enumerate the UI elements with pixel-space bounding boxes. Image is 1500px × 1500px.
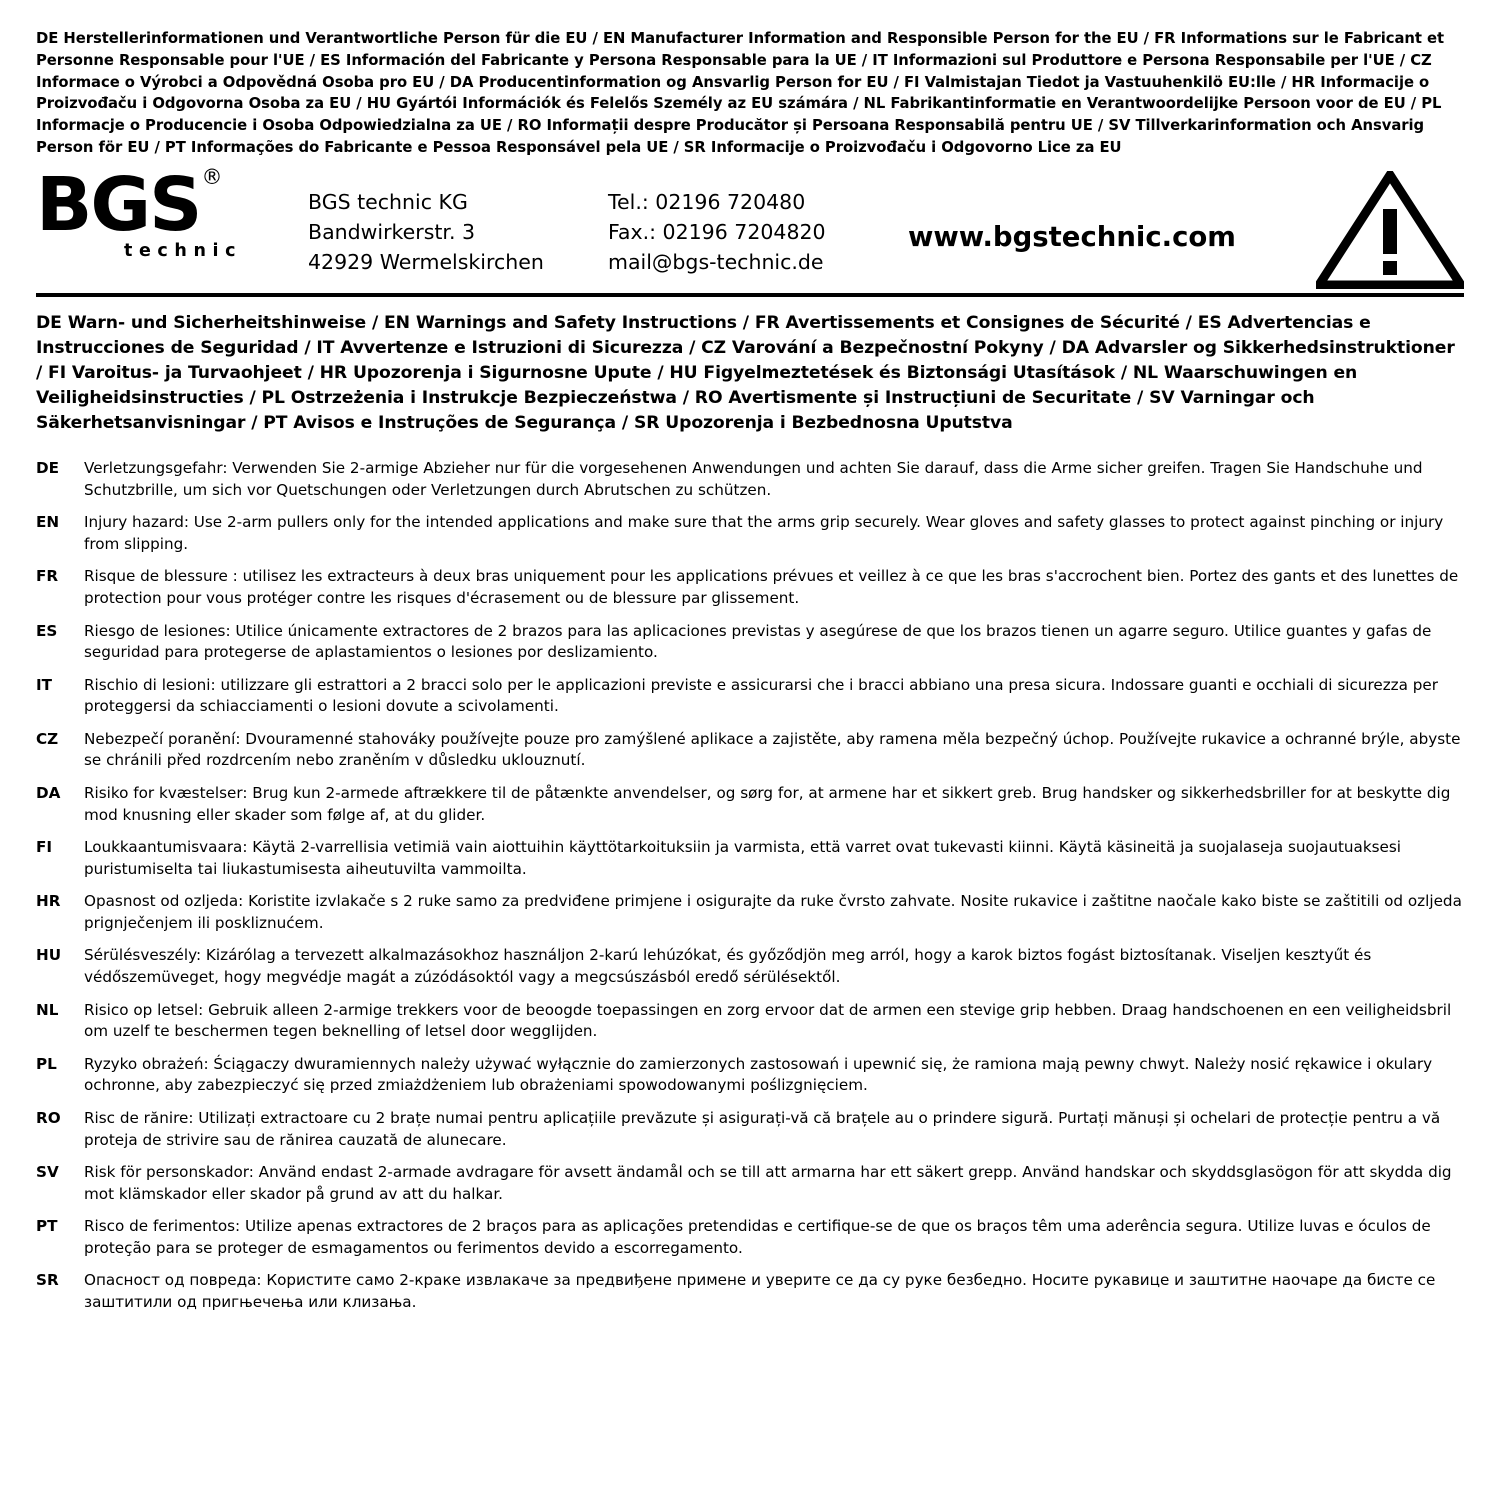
warning-text: Ryzyko obrażeń: Ściągaczy dwuramiennych należy używać wyłącznie do zamierzonych zastosowań i upewnić się, że ramiona mają pewny chwyt. Należy nosić rękawice i okulary ochronne, aby zabezpieczyć się przed zmiażdżeniem lub obrażeniami spowodowanymi poślizgnięciem. bbox=[84, 1054, 1433, 1095]
warning-text: Rischio di lesioni: utilizzare gli estrattori a 2 bracci solo per le applicazioni previste e assicurarsi che i bracci abbiano una presa sicura. Indossare guanti e occhiali di sicurezza per proteggersi da schiacciamenti o lesioni dovute a scivolamenti. bbox=[84, 675, 1439, 716]
list-item bbox=[36, 891, 1464, 934]
language-code: HR bbox=[36, 892, 61, 911]
list-item bbox=[36, 783, 1464, 826]
warning-text: Nebezpečí poranění: Dvouramenné stahováky používejte pouze pro zamýšlené aplikace a zajistěte, aby ramena měla bezpečný úchop. Používejte rukavice a ochranné brýle, abyste se chránili před rozdrcením nebo zraněním v důsledku uklouznutí. bbox=[84, 729, 1461, 770]
list-item bbox=[36, 1162, 1464, 1205]
warning-text: Risk för personskador: Använd endast 2-armade avdragare för avsett ändamål och se till att armarna har ett säkert grepp. Använd handskar och skyddsglasögon för att skydda dig mot klämskador eller skador på grund av att du halkar. bbox=[84, 1163, 1452, 1203]
company-contact bbox=[608, 169, 898, 278]
company-city: 42929 Wermelskirchen bbox=[308, 250, 544, 275]
warning-text: Riesgo de lesiones: Utilice únicamente extractores de 2 brazos para las aplicaciones previstas y asegúrese de que los brazos tienen un agarre seguro. Utilice guantes y gafas de seguridad para protegerse de aplastamientos o lesiones por deslizamiento. bbox=[84, 621, 1432, 662]
warning-text: Risico op letsel: Gebruik alleen 2-armige trekkers voor de beoogde toepassingen en zorg ervoor dat de armen een stevige grip hebben. Draag handschoenen en een veiligheidsbril om uzelf te beschermen tegen beknelling of letsel door weggIijden. bbox=[84, 1000, 1452, 1041]
language-code: RO bbox=[36, 1108, 61, 1127]
warnings-list bbox=[36, 458, 1464, 1314]
language-code: SV bbox=[36, 1163, 59, 1182]
manufacturer-information-header: DE Herstellerinformationen und Verantwortliche Person für die EU / EN Manufacturer Information and Responsible Person for the EU / FR Informations sur le Fabricant et Personne Responsable pour l'UE / ES Información del Fabricante y Persona Responsable para la UE / IT Informazioni sul Produttore e Persona Responsabile per l'UE / CZ Informace o Výrobci a Odpovědná Osoba pro EU / DA Producentinformation og Ansvarlig Person for EU / FI Valmistajan Tiedot ja Vastuuhenkilö EU:lle / HR Informacije o Proizvođaču i Odgovorna Osoba za EU / HU Gyártói Információk és Felelős Személy az EU számára / NL Fabrikantinformatie en Verantwoordelijke Persoon voor de EU / PL Informacje o Producencie i Osoba Odpowiedzialna za UE / RO Informații despre Producător și Persoana Responsabilă pentru UE / SV Tillverkarinformation och Ansvarig Person för EU / PT Informações do Fabricante e Pessoa Responsável pela UE / SR Informacije o Proizvođaču i Odgovorno Lice za EU bbox=[36, 30, 1445, 156]
list-item bbox=[36, 621, 1464, 664]
warning-text: Injury hazard: Use 2-arm pullers only for the intended applications and make sure that the arms grip securely. Wear gloves and safety glasses to protect against pinching or injury from slipping. bbox=[84, 513, 1444, 553]
safety-instructions-title: DE Warn- und Sicherheitshinweise / EN Warnings and Safety Instructions / FR Avertissements et Consignes de Sécurité / ES Advertencias e Instrucciones de Seguridad / IT Avvertenze e Istruzioni di Sicurezza / CZ Varování a Bezpečnostní Pokyny / DA Advarsler og Sikkerhedsinstruktioner / FI Varoitus- ja Turvaohjeet / HR Upozorenja i Sigurnosne Upute / HU Figyelmeztetések és Biztonsági Utasítások / NL Waarschuwingen en Veiligheidsinstructies / PL Ostrzeżenia i Instrukcje Bezpieczeństwa / RO Avertismente și Instrucțiuni de Securitate / SV Varningar och Säkerhetsanvisningar / PT Avisos e Instruções de Segurança / SR Upozorenja i Bezbednosna Uputstva bbox=[36, 312, 1455, 433]
company-fax: Fax.: 02196 7204820 bbox=[608, 219, 826, 244]
warning-text: Risc de rănire: Utilizați extractoare cu 2 brațe numai pentru aplicațiile prevăzute și asigurați-vă că brațele au o prindere sigură. Purtați mănuși și ochelari de protecție pentru a vă proteja de strivire sau de rănirea cauzată de alunecare. bbox=[84, 1108, 1441, 1149]
logo-subtext: technic bbox=[124, 240, 243, 261]
warning-text: Risco de ferimentos: Utilize apenas extractores de 2 braços para as aplicações pretendidas e certifique-se de que os braços têm uma aderência segura. Utilize luvas e óculos de proteção para se proteger de esmagamentos ou ferimentos devido a escorregamento. bbox=[84, 1217, 1431, 1257]
list-item bbox=[36, 512, 1464, 555]
list-item bbox=[36, 675, 1464, 718]
horizontal-divider bbox=[36, 293, 1464, 297]
language-code: SR bbox=[36, 1271, 59, 1290]
list-item bbox=[36, 729, 1464, 772]
language-code: IT bbox=[36, 675, 53, 694]
list-item bbox=[36, 1216, 1464, 1259]
company-street: Bandwirkerstr. 3 bbox=[308, 219, 476, 244]
registered-trademark-icon: ® bbox=[201, 164, 221, 189]
language-code: FI bbox=[36, 838, 53, 857]
warning-text: Risque de blessure : utilisez les extracteurs à deux bras uniquement pour les applications prévues et veillez à ce que les bras s'accrochent bien. Portez des gants et des lunettes de protection pour vous protéger contre les risques d'écrasement ou de blessure par glissement. bbox=[84, 567, 1459, 607]
list-item bbox=[36, 1270, 1464, 1313]
warning-text: Sérülésveszély: Kizárólag a tervezett alkalmazásokhoz használjon 2-karú lehúzókat, és győződjön meg arról, hogy a karok biztos fogást biztosítanak. Viseljen kesztyűt és védőszemüveget, hogy megvédje magát a zúzódásoktól vagy a megcsúszásból eredő sérülésektől. bbox=[84, 946, 1372, 987]
list-item bbox=[36, 837, 1464, 880]
company-tel: Tel.: 02196 720480 bbox=[608, 189, 806, 214]
language-code: DA bbox=[36, 783, 61, 802]
warning-text: Risiko for kvæstelser: Brug kun 2-armede aftrækkere til de påtænkte anvendelser, og sørg for, at armene har et sikkert greb. Brug handsker og sikkerhedsbriller for at beskytte dig mod knusning eller skader som følge af, at du glider. bbox=[84, 783, 1451, 824]
company-website: www.bgstechnic.com bbox=[908, 220, 1236, 253]
language-code: HU bbox=[36, 946, 62, 965]
list-item bbox=[36, 945, 1464, 988]
warning-text: Verletzungsgefahr: Verwenden Sie 2-armige Abzieher nur für die vorgesehenen Anwendungen und achten Sie darauf, dass die Arme sicher greifen. Tragen Sie Handschuhe und Schutzbrille, um sich vor Quetschungen oder Verletzungen durch Abrutschen zu schützen. bbox=[84, 459, 1423, 499]
warning-text: Опасност од повреда: Користите само 2-краке извлакаче за предвиђене примене и уверите се да су руке безбедно. Носите рукавице и заштитне наочаре да бисте се заштитили од пригњечења или клизања. bbox=[84, 1271, 1436, 1311]
language-code: FR bbox=[36, 567, 59, 586]
bgs-logo bbox=[36, 161, 308, 261]
list-item bbox=[36, 1108, 1464, 1151]
language-code: CZ bbox=[36, 729, 59, 748]
list-item bbox=[36, 1054, 1464, 1097]
company-info-band bbox=[36, 161, 1464, 289]
logo-text: BGS bbox=[36, 161, 201, 248]
list-item bbox=[36, 566, 1464, 609]
language-code: DE bbox=[36, 459, 59, 478]
language-code: EN bbox=[36, 513, 60, 532]
language-code: ES bbox=[36, 621, 58, 640]
warning-text: Opasnost od ozljeda: Koristite izvlakače s 2 ruke samo za predviđene primjene i osigurajte da ruke čvrsto zahvate. Nosite rukavice i zaštitne naočale kako biste se zaštitili od ozljeda prignječenjem ili poskliznućem. bbox=[84, 892, 1462, 932]
language-code: PL bbox=[36, 1054, 57, 1073]
company-email: mail@bgs-technic.de bbox=[608, 250, 824, 275]
logo-wordmark bbox=[36, 161, 221, 248]
company-address bbox=[308, 169, 608, 278]
warning-triangle-icon bbox=[1314, 169, 1464, 289]
list-item bbox=[36, 1000, 1464, 1043]
warning-text: Loukkaantumisvaara: Käytä 2-varrellisia vetimiä vain aiottuihin käyttötarkoituksiin ja varmista, että varret ovat tukevasti kiinni. Käytä käsineitä ja suojalaseja suojautuaksesi puristumiselta tai liukastumisesta aiheutuvilta vammoilta. bbox=[84, 838, 1402, 878]
list-item bbox=[36, 458, 1464, 501]
company-name: BGS technic KG bbox=[308, 189, 468, 214]
language-code: NL bbox=[36, 1000, 59, 1019]
language-code: PT bbox=[36, 1217, 58, 1236]
